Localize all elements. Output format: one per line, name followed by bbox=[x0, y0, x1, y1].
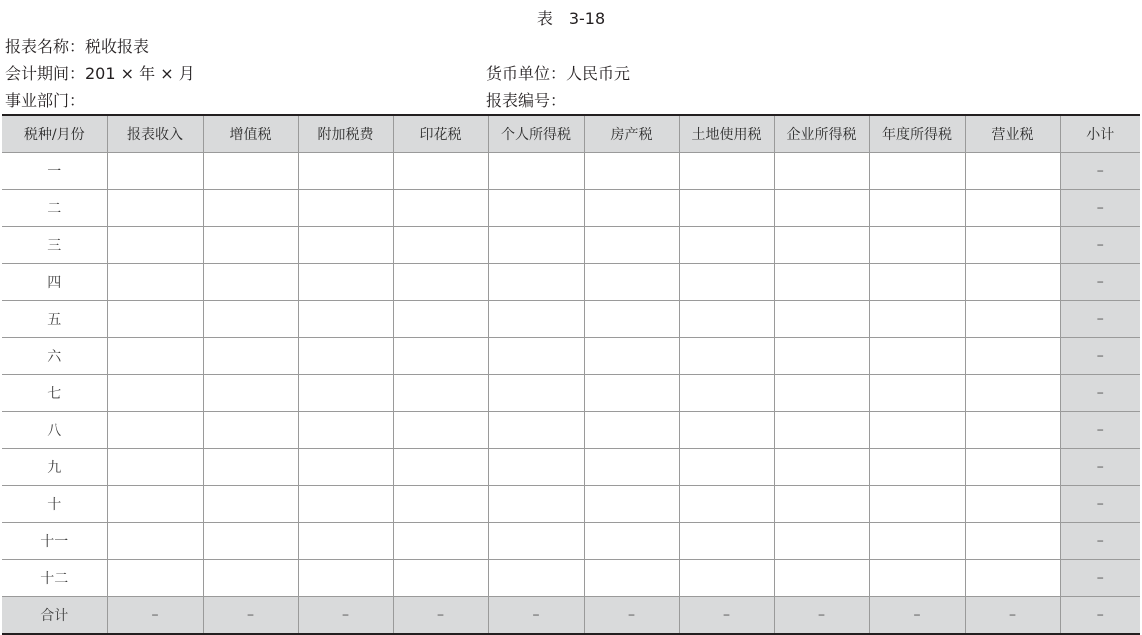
table-cell[interactable] bbox=[203, 375, 298, 412]
table-cell[interactable] bbox=[679, 227, 774, 264]
column-header: 附加税费 bbox=[298, 115, 393, 153]
table-row bbox=[2, 560, 1140, 597]
table-cell[interactable] bbox=[107, 153, 203, 190]
table-cell[interactable] bbox=[965, 486, 1060, 523]
table-cell[interactable] bbox=[107, 264, 203, 301]
table-cell[interactable] bbox=[584, 227, 679, 264]
table-cell[interactable] bbox=[965, 301, 1060, 338]
table-cell[interactable] bbox=[774, 338, 869, 375]
table-cell[interactable] bbox=[298, 338, 393, 375]
table-cell[interactable] bbox=[393, 560, 488, 597]
table-cell[interactable] bbox=[203, 264, 298, 301]
month-label: 四 bbox=[2, 264, 107, 301]
total-row bbox=[2, 597, 1140, 635]
table-cell[interactable] bbox=[298, 153, 393, 190]
subtotal-cell: – bbox=[1060, 523, 1140, 560]
table-cell[interactable] bbox=[679, 486, 774, 523]
table-cell[interactable] bbox=[774, 560, 869, 597]
table-cell[interactable] bbox=[298, 449, 393, 486]
table-row bbox=[2, 523, 1140, 560]
table-cell[interactable] bbox=[488, 560, 584, 597]
table-cell[interactable] bbox=[584, 486, 679, 523]
table-cell[interactable] bbox=[584, 449, 679, 486]
table-cell[interactable] bbox=[869, 227, 965, 264]
column-header: 年度所得税 bbox=[869, 115, 965, 153]
table-cell[interactable] bbox=[298, 523, 393, 560]
table-cell[interactable] bbox=[298, 486, 393, 523]
table-cell[interactable] bbox=[203, 412, 298, 449]
table-cell[interactable] bbox=[488, 227, 584, 264]
table-row bbox=[2, 375, 1140, 412]
table-cell[interactable] bbox=[869, 412, 965, 449]
table-cell[interactable] bbox=[774, 375, 869, 412]
table-cell[interactable] bbox=[203, 449, 298, 486]
table-cell[interactable] bbox=[584, 264, 679, 301]
total-cell: – bbox=[298, 597, 393, 635]
table-cell[interactable] bbox=[774, 227, 869, 264]
total-cell: – bbox=[965, 597, 1060, 635]
total-cell: – bbox=[488, 597, 584, 635]
table-cell[interactable] bbox=[965, 190, 1060, 227]
table-cell[interactable] bbox=[488, 264, 584, 301]
table-cell[interactable] bbox=[298, 301, 393, 338]
table-cell[interactable] bbox=[393, 338, 488, 375]
table-row bbox=[2, 412, 1140, 449]
table-cell[interactable] bbox=[965, 560, 1060, 597]
table-cell[interactable] bbox=[488, 301, 584, 338]
table-cell[interactable] bbox=[298, 412, 393, 449]
table-cell[interactable] bbox=[488, 153, 584, 190]
month-label: 八 bbox=[2, 412, 107, 449]
total-cell: – bbox=[774, 597, 869, 635]
subtotal-cell: – bbox=[1060, 412, 1140, 449]
table-cell[interactable] bbox=[679, 301, 774, 338]
table-cell[interactable] bbox=[584, 301, 679, 338]
table-cell[interactable] bbox=[869, 449, 965, 486]
table-cell[interactable] bbox=[774, 412, 869, 449]
table-cell[interactable] bbox=[869, 375, 965, 412]
month-label: 九 bbox=[2, 449, 107, 486]
table-cell[interactable] bbox=[393, 375, 488, 412]
table-cell[interactable] bbox=[679, 338, 774, 375]
column-header: 房产税 bbox=[584, 115, 679, 153]
subtotal-cell: – bbox=[1060, 560, 1140, 597]
month-label: 一 bbox=[2, 153, 107, 190]
table-cell[interactable] bbox=[107, 338, 203, 375]
table-row bbox=[2, 301, 1140, 338]
table-row bbox=[2, 338, 1140, 375]
subtotal-cell: – bbox=[1060, 227, 1140, 264]
header-row bbox=[2, 115, 1140, 153]
table-cell[interactable] bbox=[107, 486, 203, 523]
table-cell[interactable] bbox=[679, 153, 774, 190]
table-cell[interactable] bbox=[107, 301, 203, 338]
subtotal-cell: – bbox=[1060, 190, 1140, 227]
total-cell: – bbox=[203, 597, 298, 635]
header-corner: 税种/月份 bbox=[2, 115, 107, 153]
total-label: 合计 bbox=[2, 597, 107, 635]
subtotal-cell: – bbox=[1060, 301, 1140, 338]
table-cell[interactable] bbox=[203, 560, 298, 597]
table-cell[interactable] bbox=[393, 412, 488, 449]
table-cell[interactable] bbox=[203, 153, 298, 190]
table-cell[interactable] bbox=[488, 412, 584, 449]
table-cell[interactable] bbox=[869, 190, 965, 227]
table-cell[interactable] bbox=[107, 412, 203, 449]
table-cell[interactable] bbox=[203, 190, 298, 227]
table-cell[interactable] bbox=[869, 301, 965, 338]
tax-report-table bbox=[2, 114, 1140, 635]
table-cell[interactable] bbox=[774, 190, 869, 227]
subtotal-cell: – bbox=[1060, 449, 1140, 486]
table-caption: 表 3-18 bbox=[536, 9, 606, 28]
table-cell[interactable] bbox=[107, 190, 203, 227]
table-cell[interactable] bbox=[965, 449, 1060, 486]
month-label: 十 bbox=[2, 486, 107, 523]
table-cell[interactable] bbox=[488, 375, 584, 412]
business-department: 事业部门： bbox=[5, 91, 86, 110]
table-cell[interactable] bbox=[203, 338, 298, 375]
table-cell[interactable] bbox=[584, 190, 679, 227]
table-cell[interactable] bbox=[774, 153, 869, 190]
table-cell[interactable] bbox=[965, 227, 1060, 264]
column-header: 报表收入 bbox=[107, 115, 203, 153]
table-cell[interactable] bbox=[393, 264, 488, 301]
subtotal-cell: – bbox=[1060, 375, 1140, 412]
month-label: 十二 bbox=[2, 560, 107, 597]
table-cell[interactable] bbox=[965, 412, 1060, 449]
table-cell[interactable] bbox=[298, 264, 393, 301]
table-body bbox=[2, 153, 1140, 635]
table-row bbox=[2, 153, 1140, 190]
total-cell: – bbox=[584, 597, 679, 635]
table-row bbox=[2, 190, 1140, 227]
table-cell[interactable] bbox=[203, 301, 298, 338]
table-cell[interactable] bbox=[679, 412, 774, 449]
table-cell[interactable] bbox=[965, 338, 1060, 375]
table-cell[interactable] bbox=[679, 523, 774, 560]
subtotal-cell: – bbox=[1060, 486, 1140, 523]
table-cell[interactable] bbox=[679, 190, 774, 227]
column-header: 个人所得税 bbox=[488, 115, 584, 153]
table-cell[interactable] bbox=[774, 264, 869, 301]
table-cell[interactable] bbox=[107, 375, 203, 412]
column-header: 土地使用税 bbox=[679, 115, 774, 153]
total-cell: – bbox=[679, 597, 774, 635]
table-cell[interactable] bbox=[869, 264, 965, 301]
month-label: 五 bbox=[2, 301, 107, 338]
table-cell[interactable] bbox=[107, 560, 203, 597]
table-cell[interactable] bbox=[488, 523, 584, 560]
table-cell[interactable] bbox=[298, 190, 393, 227]
table-cell[interactable] bbox=[584, 375, 679, 412]
table-cell[interactable] bbox=[869, 523, 965, 560]
table-cell[interactable] bbox=[298, 560, 393, 597]
subtotal-cell: – bbox=[1060, 338, 1140, 375]
table-cell[interactable] bbox=[679, 375, 774, 412]
month-label: 三 bbox=[2, 227, 107, 264]
column-header: 增值税 bbox=[203, 115, 298, 153]
total-cell: – bbox=[869, 597, 965, 635]
column-header: 企业所得税 bbox=[774, 115, 869, 153]
table-cell[interactable] bbox=[488, 338, 584, 375]
table-cell[interactable] bbox=[774, 449, 869, 486]
table-cell[interactable] bbox=[869, 560, 965, 597]
accounting-period: 会计期间：201 × 年 × 月 bbox=[5, 64, 195, 83]
table-cell[interactable] bbox=[774, 486, 869, 523]
table-cell[interactable] bbox=[869, 486, 965, 523]
table-cell[interactable] bbox=[298, 227, 393, 264]
table-cell[interactable] bbox=[965, 264, 1060, 301]
total-cell: – bbox=[393, 597, 488, 635]
subtotal-cell: – bbox=[1060, 153, 1140, 190]
total-cell: – bbox=[1060, 597, 1140, 635]
table-cell[interactable] bbox=[965, 153, 1060, 190]
table-cell[interactable] bbox=[107, 449, 203, 486]
table-cell[interactable] bbox=[584, 153, 679, 190]
table-cell[interactable] bbox=[679, 449, 774, 486]
table-cell[interactable] bbox=[107, 227, 203, 264]
table-cell[interactable] bbox=[393, 523, 488, 560]
table-cell[interactable] bbox=[774, 523, 869, 560]
table-cell[interactable] bbox=[488, 190, 584, 227]
table-cell[interactable] bbox=[584, 338, 679, 375]
table-cell[interactable] bbox=[679, 560, 774, 597]
column-header: 印花税 bbox=[393, 115, 488, 153]
total-cell: – bbox=[107, 597, 203, 635]
table-row bbox=[2, 264, 1140, 301]
column-header: 营业税 bbox=[965, 115, 1060, 153]
report-name: 报表名称：税收报表 bbox=[5, 37, 150, 56]
month-label: 七 bbox=[2, 375, 107, 412]
table-row bbox=[2, 449, 1140, 486]
table-row bbox=[2, 486, 1140, 523]
table-cell[interactable] bbox=[393, 227, 488, 264]
table-cell[interactable] bbox=[298, 375, 393, 412]
table-cell[interactable] bbox=[774, 301, 869, 338]
table-cell[interactable] bbox=[393, 190, 488, 227]
table-cell[interactable] bbox=[965, 375, 1060, 412]
month-label: 二 bbox=[2, 190, 107, 227]
table-cell[interactable] bbox=[869, 153, 965, 190]
table-cell[interactable] bbox=[584, 523, 679, 560]
column-header: 小计 bbox=[1060, 115, 1140, 153]
table-cell[interactable] bbox=[584, 412, 679, 449]
table-cell[interactable] bbox=[679, 264, 774, 301]
table-cell[interactable] bbox=[393, 449, 488, 486]
table-cell[interactable] bbox=[393, 486, 488, 523]
table-cell[interactable] bbox=[584, 560, 679, 597]
table-cell[interactable] bbox=[107, 523, 203, 560]
month-label: 六 bbox=[2, 338, 107, 375]
month-label: 十一 bbox=[2, 523, 107, 560]
table-cell[interactable] bbox=[203, 227, 298, 264]
table-cell[interactable] bbox=[869, 338, 965, 375]
currency-unit: 货币单位：人民币元 bbox=[486, 64, 631, 83]
table-cell[interactable] bbox=[203, 523, 298, 560]
table-cell[interactable] bbox=[393, 153, 488, 190]
table-cell[interactable] bbox=[488, 449, 584, 486]
table-cell[interactable] bbox=[203, 486, 298, 523]
subtotal-cell: – bbox=[1060, 264, 1140, 301]
table-cell[interactable] bbox=[393, 301, 488, 338]
table-row bbox=[2, 227, 1140, 264]
table-cell[interactable] bbox=[488, 486, 584, 523]
report-number: 报表编号： bbox=[486, 91, 567, 110]
table-cell[interactable] bbox=[965, 523, 1060, 560]
